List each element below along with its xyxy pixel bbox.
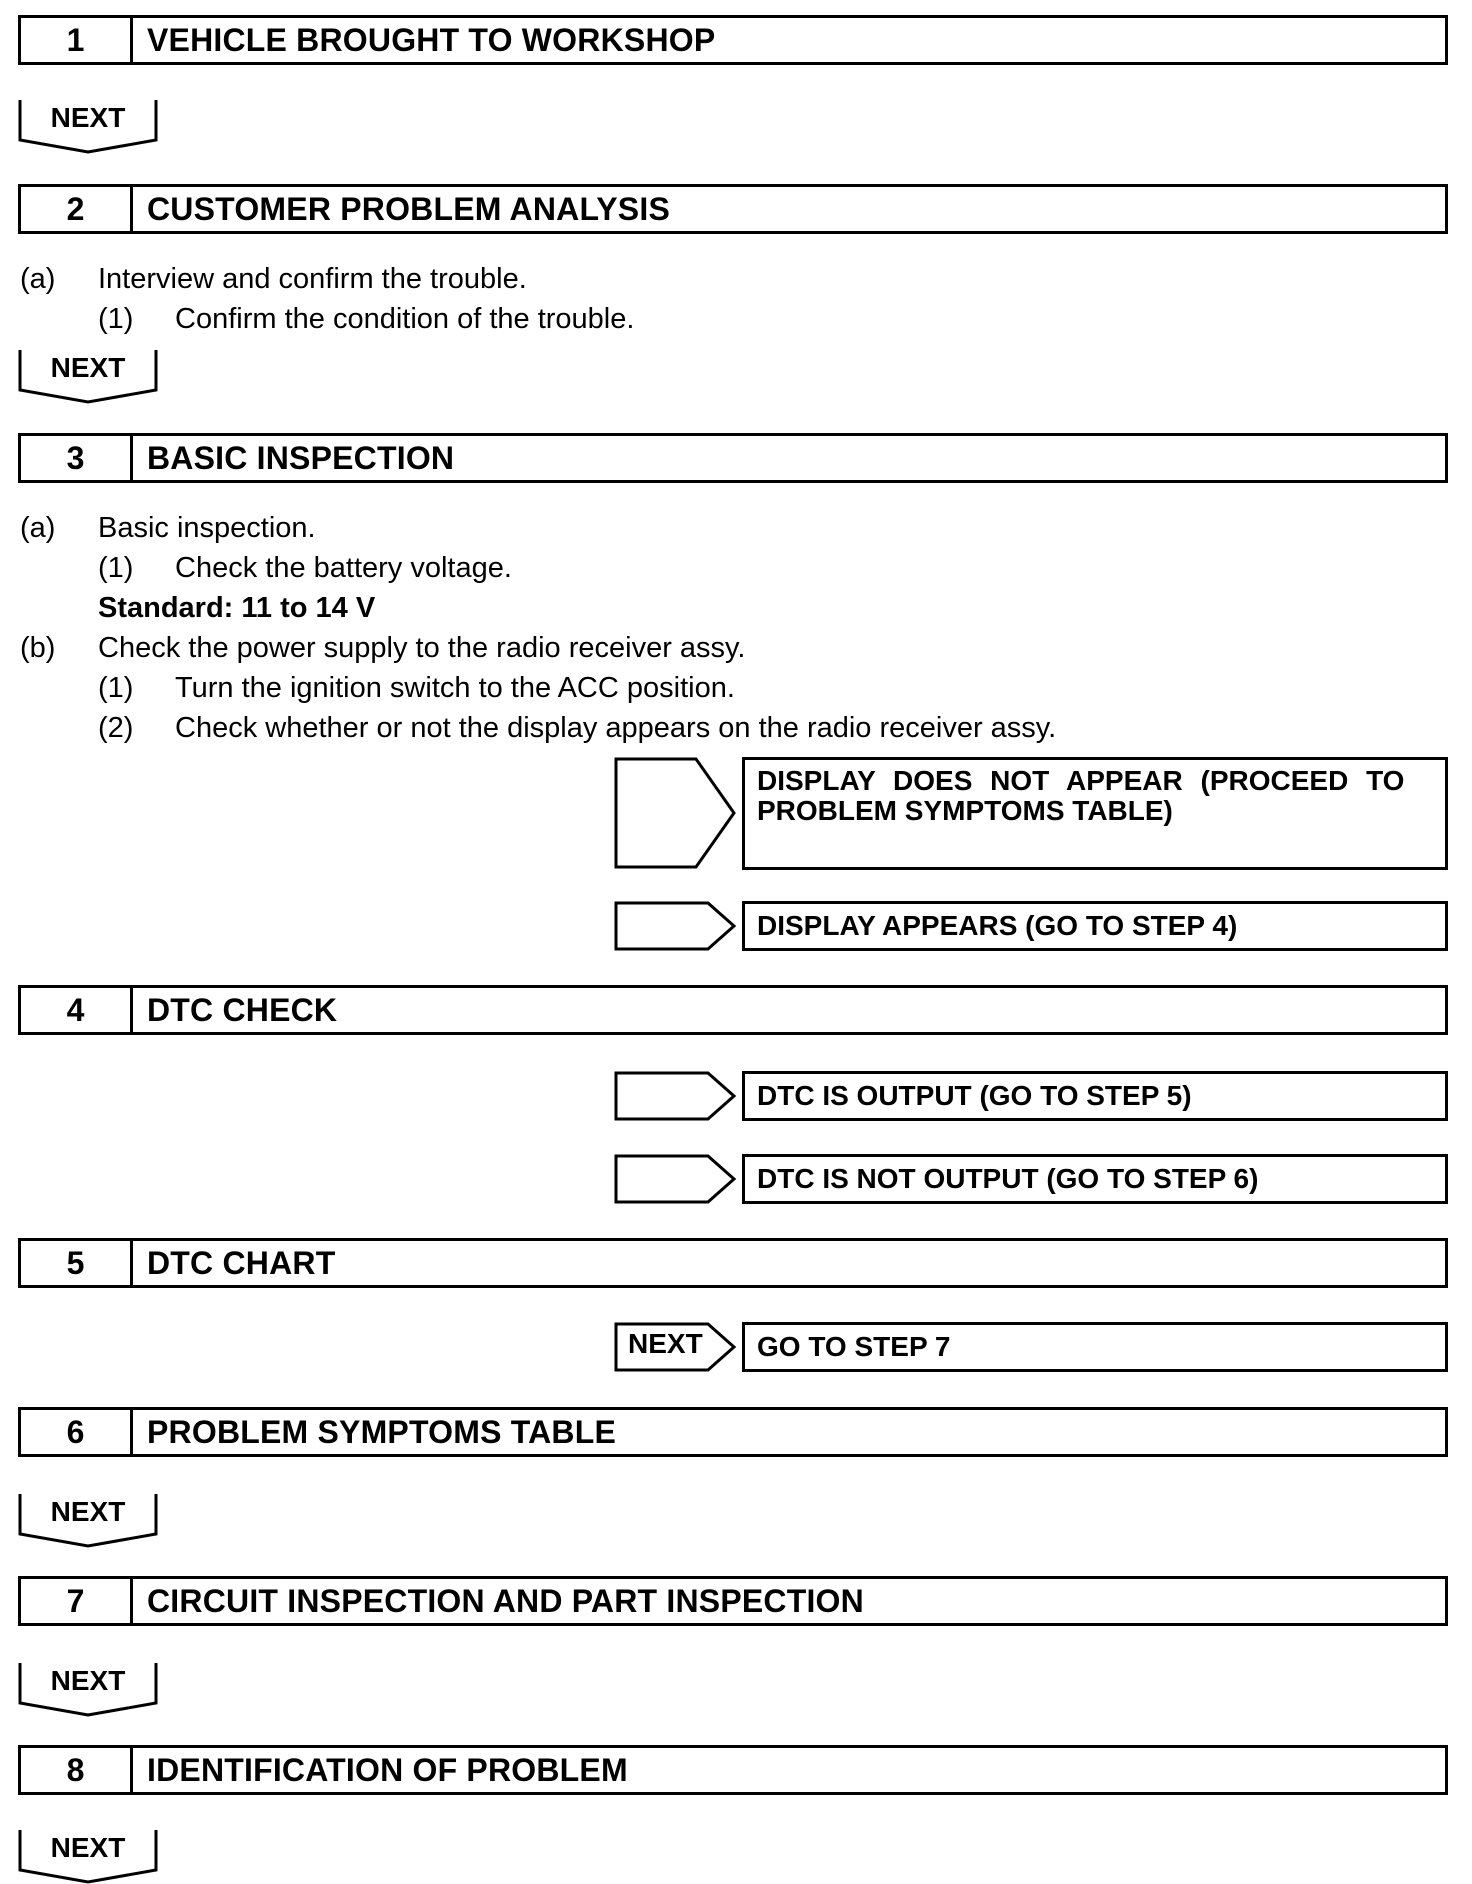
outcome-arrow [614, 1071, 738, 1121]
outcome-arrow [614, 901, 738, 951]
result-line [757, 766, 1433, 796]
step-title: IDENTIFICATION OF PROBLEM [147, 1751, 628, 1788]
next-arrow-button[interactable] [614, 1322, 738, 1372]
result-goto-step7: GO TO STEP 7 [742, 1322, 1448, 1372]
subitem-marker: (1) [98, 303, 134, 335]
step-1-header [18, 15, 1448, 65]
next-label: NEXT [50, 102, 126, 133]
step-title: CUSTOMER PROBLEM ANALYSIS [147, 190, 670, 227]
next-label: NEXT [628, 1328, 703, 1359]
step-2-header [18, 184, 1448, 234]
next-button[interactable] [18, 1492, 158, 1548]
next-label: NEXT [50, 1496, 126, 1527]
item-marker: (a) [20, 512, 56, 544]
outcome-arrow [614, 757, 738, 870]
step-title: CIRCUIT INSPECTION AND PART INSPECTION [147, 1582, 864, 1619]
subitem-text: Check whether or not the display appears on the radio receiver assy. [175, 712, 1057, 744]
step-number: 5 [21, 1241, 133, 1285]
item-marker: (a) [20, 263, 56, 295]
result-dtc-output: DTC IS OUTPUT (GO TO STEP 5) [742, 1071, 1448, 1121]
item-text: Check the power supply to the radio receiver assy. [98, 632, 746, 664]
step-4-header [18, 985, 1448, 1035]
arrow-shape [614, 901, 738, 951]
subitem-marker: (2) [98, 712, 134, 744]
next-label: NEXT [50, 1665, 126, 1696]
result-display-not-appear [742, 757, 1448, 870]
step-title: PROBLEM SYMPTOMS TABLE [147, 1413, 617, 1450]
item-text: Interview and confirm the trouble. [98, 263, 527, 295]
next-button[interactable] [18, 1661, 158, 1717]
arrow-shape [614, 1071, 738, 1121]
next-button[interactable] [18, 98, 158, 154]
item-text: Basic inspection. [98, 512, 316, 544]
next-button[interactable] [18, 1828, 158, 1884]
step-3-header [18, 433, 1448, 483]
step-5-header [18, 1238, 1448, 1288]
step-number: 4 [21, 988, 133, 1032]
step-title: DTC CHART [147, 1244, 336, 1281]
result-word: DISPLAY DOES NOT APPEAR (PROCEED TO [757, 765, 1405, 796]
step-number: 2 [21, 187, 133, 231]
next-label: NEXT [50, 1832, 126, 1863]
next-button[interactable] [18, 348, 158, 404]
step-6-header [18, 1407, 1448, 1457]
subitem-text: Turn the ignition switch to the ACC position. [175, 672, 735, 704]
subitem-text: Check the battery voltage. [175, 552, 512, 584]
step-number: 6 [21, 1410, 133, 1454]
step-7-header [18, 1576, 1448, 1626]
subitem-text: Confirm the condition of the trouble. [175, 303, 635, 335]
standard-value: Standard: 11 to 14 V [98, 592, 376, 624]
result-line: PROBLEM SYMPTOMS TABLE) [757, 795, 1173, 826]
subitem-marker: (1) [98, 672, 134, 704]
result-dtc-not-output: DTC IS NOT OUTPUT (GO TO STEP 6) [742, 1154, 1448, 1204]
next-label: NEXT [50, 352, 126, 383]
subitem-marker: (1) [98, 552, 134, 584]
arrow-shape [614, 1154, 738, 1204]
step-title: BASIC INSPECTION [147, 439, 455, 476]
outcome-arrow [614, 1154, 738, 1204]
step-number: 8 [21, 1748, 133, 1792]
step-title: VEHICLE BROUGHT TO WORKSHOP [147, 21, 716, 58]
step-number: 1 [21, 18, 133, 62]
result-display-appears: DISPLAY APPEARS (GO TO STEP 4) [742, 901, 1448, 951]
step-number: 3 [21, 436, 133, 480]
step-number: 7 [21, 1579, 133, 1623]
step-title: DTC CHECK [147, 991, 338, 1028]
item-marker: (b) [20, 632, 56, 664]
step-8-header [18, 1745, 1448, 1795]
arrow-shape [614, 757, 738, 870]
